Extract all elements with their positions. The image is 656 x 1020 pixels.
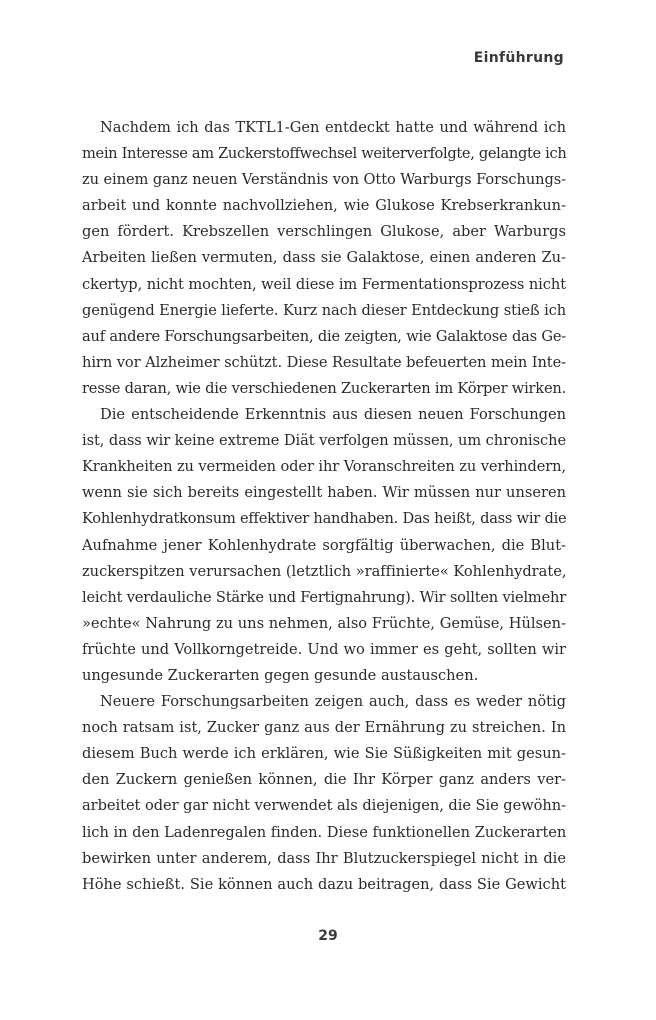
text-line: Die entscheidende Erkenntnis aus diesen neuen Forschungen [100, 406, 566, 424]
text-line: ist, dass wir keine extreme Diät verfolgen müssen, um chronische [82, 432, 567, 450]
text-line: Nachdem ich das TKTL1-Gen entdeckt hatte und während ich [100, 119, 566, 136]
text-line: arbeitet oder gar nicht verwendet als diejenigen, die Sie gewöhn- [82, 797, 567, 815]
text-line: Aufnahme jener Kohlenhydrate sorgfältig überwachen, die Blut- [82, 536, 566, 554]
running-head-title: Einführung [473, 50, 564, 66]
text-line: zuckerspitzen verursachen (letztlich »raffinierte« Kohlenhydrate, [82, 562, 567, 580]
text-line: gen fördert. Krebszellen verschlingen Glukose, aber Warburgs [82, 223, 566, 241]
text-line: wenn sie sich bereits eingestellt haben. Wir müssen nur unseren [82, 484, 566, 502]
page-number: 29 [318, 928, 338, 944]
text-line: mein Interesse am Zuckerstoffwechsel weiterverfolgte, gelangte ich [82, 145, 567, 163]
paragraph-3 [82, 689, 566, 898]
text-line: Krankheiten zu vermeiden oder ihr Voranschreiten zu verhindern, [82, 458, 566, 476]
text-line: Höhe schießt. Sie können auch dazu beitragen, dass Sie Gewicht [82, 875, 566, 893]
text-line: hirn vor Alzheimer schützt. Diese Resultate befeuerten mein Inte- [82, 353, 567, 371]
text-line: noch ratsam ist, Zucker ganz aus der Ernährung zu streichen. In [82, 719, 566, 737]
text-line: diesem Buch werde ich erklären, wie Sie Süßigkeiten mit gesun- [82, 745, 566, 763]
text-line: früchte und Vollkorngetreide. Und wo immer es geht, sollten wir [82, 640, 566, 658]
text-line: den Zuckern genießen können, die Ihr Körper ganz anders ver- [82, 771, 566, 789]
paragraph-2 [82, 402, 566, 689]
paragraph-1 [82, 115, 566, 402]
text-line: bewirken unter anderem, dass Ihr Blutzuckerspiegel nicht in die [82, 849, 566, 867]
body-text [82, 115, 566, 898]
text-line: leicht verdauliche Stärke und Fertignahrung). Wir sollten vielmehr [82, 588, 567, 606]
text-line: »echte« Nahrung zu uns nehmen, also Früchte, Gemüse, Hülsen- [82, 614, 566, 632]
text-line: arbeit und konnte nachvollziehen, wie Glukose Krebserkrankun- [82, 197, 566, 215]
text-line: Neuere Forschungsarbeiten zeigen auch, dass es weder nötig [100, 693, 566, 711]
text-line: genügend Energie lieferte. Kurz nach dieser Entdeckung stieß ich [82, 301, 567, 319]
text-line: lich in den Ladenregalen finden. Diese funktionellen Zuckerarten [82, 823, 567, 841]
text-line: ckertyp, nicht mochten, weil diese im Fermentationsprozess nicht [82, 275, 566, 293]
text-line: resse daran, wie die verschiedenen Zuckerarten im Körper wirken. [82, 379, 566, 397]
text-line: Kohlenhydratkonsum effektiver handhaben. Das heißt, dass wir die [82, 510, 567, 528]
text-line: Arbeiten ließen vermuten, dass sie Galaktose, einen anderen Zu- [82, 249, 566, 267]
text-line: auf andere Forschungsarbeiten, die zeigten, wie Galaktose das Ge- [82, 327, 567, 345]
text-line: ungesunde Zuckerarten gegen gesunde austauschen. [82, 666, 479, 684]
text-line: zu einem ganz neuen Verständnis von Otto Warburgs Forschungs- [82, 171, 567, 189]
